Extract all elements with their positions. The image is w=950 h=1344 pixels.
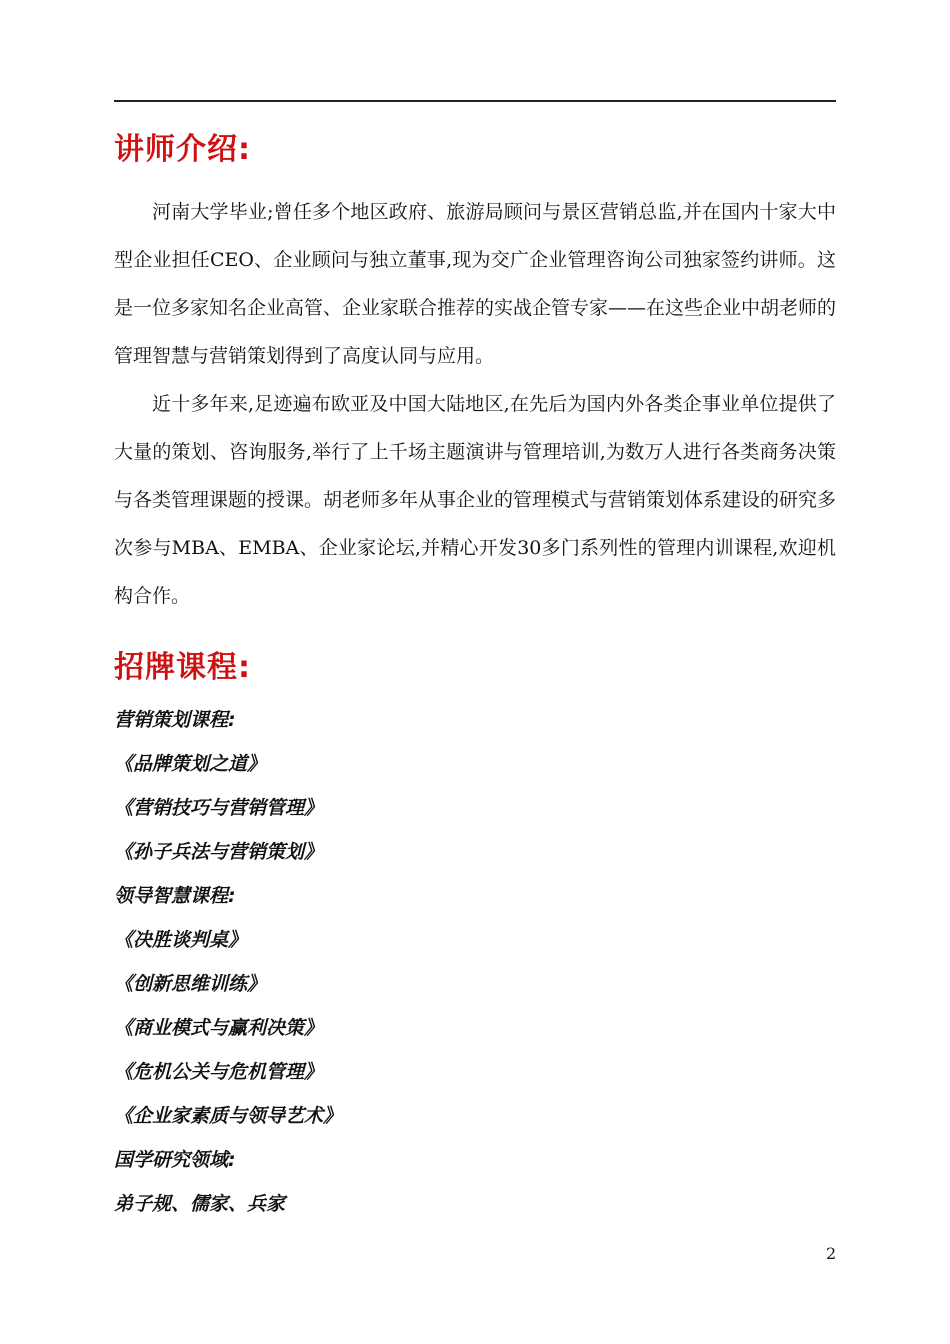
course-item: 《孙子兵法与营销策划》 (114, 841, 324, 863)
course-item: 《企业家素质与领导艺术》 (114, 1105, 343, 1127)
course-category-marketing: 营销策划课程: (114, 709, 236, 731)
intro-paragraph-2: 近十多年来,足迹遍布欧亚及中国大陆地区,在先后为国内外各类企事业单位提供了大量的策划、咨询服务,举行了上千场主题演讲与管理培训,为数万人进行各类商务决策与各类管理课题的授课。胡老师多年从事企业的管理模式与营销策划体系建设的研究多次参与MBA、EMBA、企业家论坛,并精心开发30多门系列性的管理内训课程,欢迎机构合作。 (114, 393, 837, 607)
course-list (114, 698, 342, 1226)
course-category-leadership: 领导智慧课程: (114, 885, 236, 907)
course-item: 《营销技巧与营销管理》 (114, 797, 324, 819)
course-category-sinology: 国学研究领域: (114, 1149, 236, 1171)
section-heading-signature-courses: 招牌课程: (114, 650, 251, 685)
course-item: 弟子规、儒家、兵家 (114, 1193, 286, 1215)
page-number: 2 (826, 1244, 837, 1263)
course-item: 《危机公关与危机管理》 (114, 1061, 324, 1083)
section-heading-instructor-intro: 讲师介绍: (114, 132, 251, 167)
course-item: 《品牌策划之道》 (114, 753, 267, 775)
course-item: 《创新思维训练》 (114, 973, 267, 995)
course-item: 《决胜谈判桌》 (114, 929, 248, 951)
header-rule (114, 100, 836, 102)
intro-paragraph-1: 河南大学毕业;曾任多个地区政府、旅游局顾问与景区营销总监,并在国内十家大中型企业担任CEO、企业顾问与独立董事,现为交广企业管理咨询公司独家签约讲师。这是一位多家知名企业高管、企业家联合推荐的实战企管专家——在这些企业中胡老师的管理智慧与营销策划得到了高度认同与应用。 (114, 201, 837, 367)
course-item: 《商业模式与赢利决策》 (114, 1017, 324, 1039)
